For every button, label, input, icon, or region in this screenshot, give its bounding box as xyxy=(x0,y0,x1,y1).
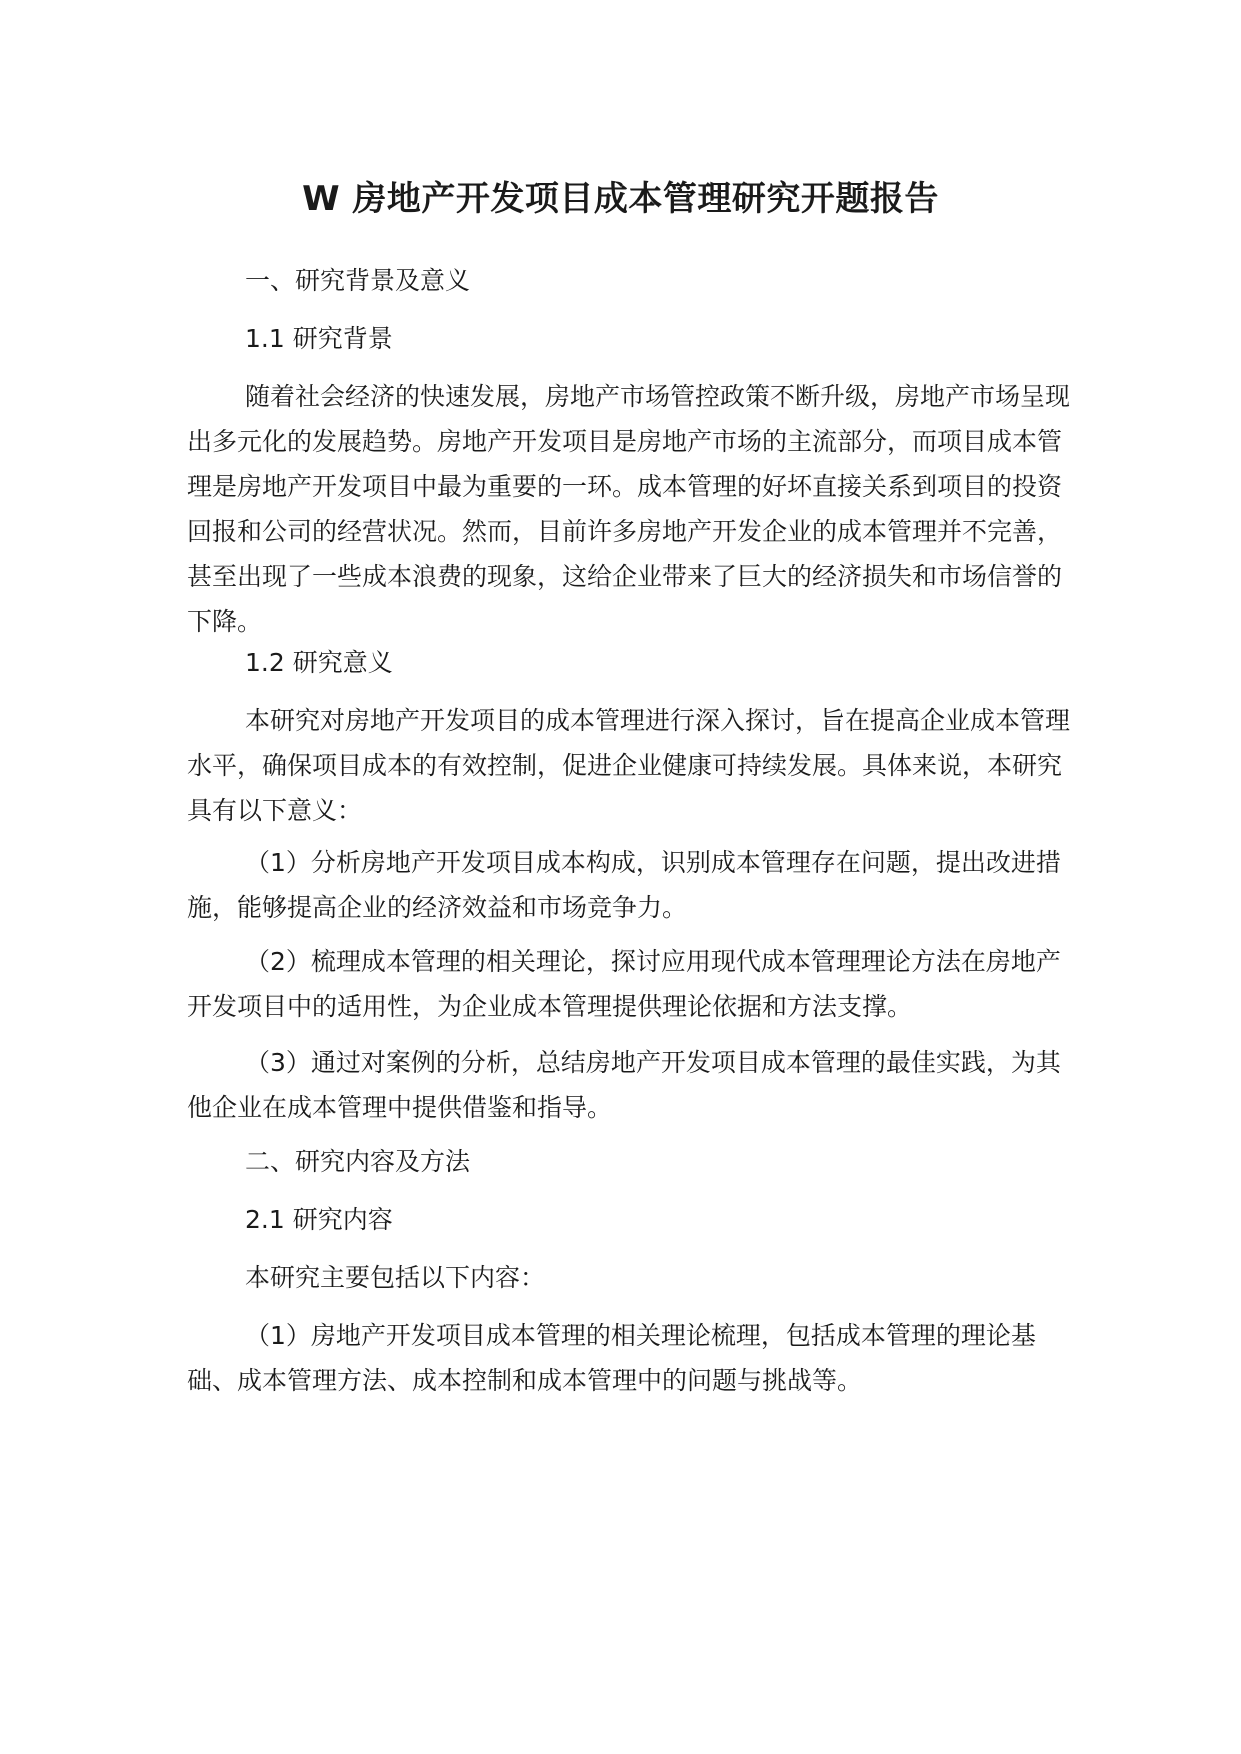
subsection-heading-1-1: 1.1 研究背景 xyxy=(245,324,393,353)
subsection-heading-2-1: 2.1 研究内容 xyxy=(245,1205,393,1234)
paragraph-research-background: 随着社会经济的快速发展，房地产市场管控政策不断升级，房地产市场呈现出多元化的发展趋势。房地产开发项目是房地产市场的主流部分，而项目成本管理是房地产开发项目中最为重要的一环。成本管理的好坏直接关系到项目的投资回报和公司的经营状况。然而，目前许多房地产开发企业的成本管理并不完善，甚至出现了一些成本浪费的现象，这给企业带来了巨大的经济损失和市场信誉的下降。 xyxy=(187,382,1071,636)
paragraph-significance-item-1: （1）分析房地产开发项目成本构成，识别成本管理存在问题，提出改进措施，能够提高企业的经济效益和市场竞争力。 xyxy=(187,848,1061,922)
subsection-heading-1-2: 1.2 研究意义 xyxy=(245,648,393,677)
section-heading-1: 一、研究背景及意义 xyxy=(245,266,471,295)
paragraph-research-significance: 本研究对房地产开发项目的成本管理进行深入探讨，旨在提高企业成本管理水平，确保项目成本的有效控制，促进企业健康可持续发展。具体来说，本研究具有以下意义： xyxy=(187,706,1071,825)
paragraph-significance-item-2: （2）梳理成本管理的相关理论，探讨应用现代成本管理理论方法在房地产开发项目中的适用性，为企业成本管理提供理论依据和方法支撑。 xyxy=(187,947,1061,1021)
paragraph-content-intro: 本研究主要包括以下内容： xyxy=(245,1263,546,1292)
paragraph-content-item-1: （1）房地产开发项目成本管理的相关理论梳理，包括成本管理的理论基础、成本管理方法、成本控制和成本管理中的问题与挑战等。 xyxy=(187,1321,1036,1395)
paragraph-significance-item-3: （3）通过对案例的分析，总结房地产开发项目成本管理的最佳实践，为其他企业在成本管理中提供借鉴和指导。 xyxy=(187,1048,1061,1122)
document-title: W 房地产开发项目成本管理研究开题报告 xyxy=(302,179,939,219)
section-heading-2: 二、研究内容及方法 xyxy=(245,1147,471,1176)
